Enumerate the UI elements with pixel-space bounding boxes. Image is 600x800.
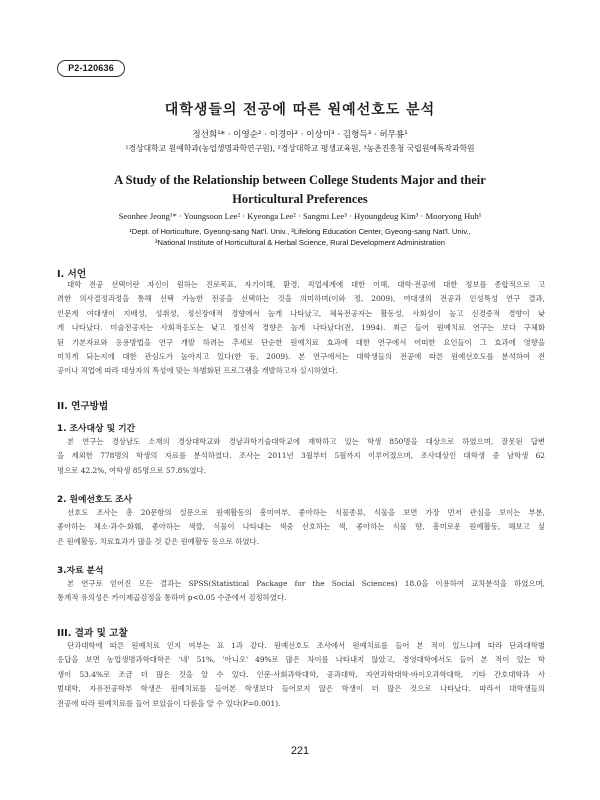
paragraph-line: 명으로 42.2%, 여학생 85명으로 57.8%였다. <box>57 465 206 475</box>
paragraph-line: 좋아하는 채소·과수·화훼, 좋아하는 색깔, 식물이 나타내는 색중 선호하는 색, 좋아하는 식물 향, 흥미로운 원예활동, 해보고 싶 <box>57 522 545 532</box>
paragraph-line: 응답을 보면 농업생명과학대학은 '네' 51%, '아니오' 49%로 많은 차이를 나타내지 않았고, 경영대학에서도 들어 본 적이 있는 학 <box>57 655 545 665</box>
subsection-heading-preference-survey: 2. 원예선호도 조사 <box>57 495 133 505</box>
paper-code-badge: P2-120636 <box>57 60 125 77</box>
results-paragraph <box>57 639 545 711</box>
paragraph-line: 통계적 유의성은 카이제곱검정을 통하여 p<0.05 수준에서 검정하였다. <box>57 593 287 603</box>
paragraph-line: 된 기본자료와 응용방법을 연구 개발 하려는 추세로 단순한 원예치료 효과에 대한 연구에서 어떠한 요인들이 그 효과에 영향을 <box>57 337 545 347</box>
paragraph-line: 을 제외한 778명의 학생의 자료를 분석하였다. 조사는 2011년 3월부터 5월까지 이루어졌으며, 조사대상인 대학생 중 남학생 62 <box>57 451 545 461</box>
english-affiliation-line-2: ³National Institute of Horticultural & Herbal Science, Rural Development Administration <box>155 237 445 247</box>
english-authors: Seonhee Jeong¹* · Youngsoon Lee² · Kyeonga Lee² · Sangmi Lee³ · Hyoungdeug Kim³ · Mooryong Huh¹ <box>118 211 482 221</box>
section-heading-introduction: I. 서언 <box>57 269 87 280</box>
paragraph-line: 선호도 조사는 총 20문항의 설문으로 원예활동의 흥미여부, 좋아하는 식물종류, 식물을 보면 가장 먼저 관심을 보이는 부분, <box>67 508 545 517</box>
english-affiliations <box>0 227 600 248</box>
paragraph-line: 게 나타났다. 미술전공자는 사회적응도는 낮고 정신적 경향은 높게 나타났다(전, 1994). 최근 들어 원예치료 연구는 보다 구체화 <box>57 323 545 333</box>
english-title <box>0 171 600 209</box>
section-heading-methods: II. 연구방법 <box>57 401 109 412</box>
subsection-heading-subjects: 1. 조사대상 및 기간 <box>57 424 136 434</box>
paragraph-line: 범대학, 자유전공학부 학생은 원예치료를 들어본 학생보다 들어보지 않은 학생이 더 많은 것으로 나타났다. 따라서 대학생들의 <box>57 684 545 694</box>
paragraph-line: 본 연구로 얻어진 모든 결과는 SPSS(Statistical Package for the Social Sciences) 18.0을 이용하여 교차분석을 하였으며, <box>67 579 545 588</box>
paragraph-line: 은 원예활동, 치료효과가 많을 것 같은 원예활동 등으로 하였다. <box>57 536 259 546</box>
subsection-heading-data-analysis: 3.자료 분석 <box>57 566 104 576</box>
paragraph-line: 전공에 따라 원예치료를 들어 보았음이 다름을 알 수 있다(P=0.001). <box>57 698 281 708</box>
paragraph-line: 려한 의사결정과정을 통해 선택 가능한 전공을 선택하는 것을 의미하며(이와 정, 2009), 여대생의 전공과 인성특성 연구 결과, <box>57 294 545 304</box>
subjects-paragraph <box>57 435 545 478</box>
paragraph-line: 대학 전공 선택이란 자신이 원하는 진로목표, 자기이해, 환경, 직업세계에 대한 이해, 대학·전공에 대한 정보를 종합적으로 고 <box>67 280 545 289</box>
korean-title: 대학생들의 전공에 따른 원예선호도 분석 <box>164 102 436 118</box>
paragraph-line: 미치게 되는지에 대한 관심도가 높아지고 있다(한 등, 2009). 본 연구에서는 대학생들의 전공에 따른 원예선호도를 분석하여 전 <box>57 352 545 362</box>
english-title-line-1: A Study of the Relationship between College Students Major and their <box>114 173 486 187</box>
paragraph-line: 생이 53.4%로 조금 더 많은 것을 알 수 있다. 인문·사회과학대학, 공과대학, 자연과학대학·바이오과학대학, 기타 간호대학과 사 <box>57 669 545 679</box>
english-title-line-2: Horticultural Preferences <box>232 192 368 206</box>
english-affiliation-line-1: ¹Dept. of Horticulture, Gyeong-sang Nat'l. Univ., ²Lifelong Education Center, Gyeong-sang Nat'l. Univ., <box>129 227 471 236</box>
preference-survey-paragraph <box>57 506 545 549</box>
paragraph-line: 공이나 직업에 따라 대상자의 특성에 맞는 차별화된 프로그램을 개발하고자 실시하였다. <box>57 366 338 376</box>
korean-authors: 정선희¹* · 이영순² · 이경아² · 이상미³ · 김형득³ · 허무룡¹ <box>192 130 408 140</box>
paragraph-line: 단과대학에 따른 원예치료 인지 여부는 표 1과 같다. 원예선호도 조사에서 원예치료를 들어 본 적이 있느냐에 따라 단과대학별 <box>67 641 545 650</box>
korean-affiliations: ¹경상대학교 원예학과(농업생명과학연구원), ²경상대학교 평생교육원, ³농촌진흥청 국립원예특작과학원 <box>125 144 475 153</box>
data-analysis-paragraph <box>57 577 545 606</box>
introduction-paragraph <box>57 278 545 379</box>
section-heading-results: III. 결과 및 고찰 <box>57 628 128 639</box>
page-number: 221 <box>290 745 310 757</box>
paragraph-line: 본 연구는 경상남도 소재의 경상대학교와 경남과학기술대학교에 재학하고 있는 학생 850명을 대상으로 하였으며, 잘못된 답변 <box>67 437 545 446</box>
paragraph-line: 인문계 여대생이 지배성, 성취성, 정신장애적 경향에서 높게 나타났고, 체육전공자는 활동성, 사회성이 높고 신경증적 경향이 낮 <box>57 308 545 318</box>
